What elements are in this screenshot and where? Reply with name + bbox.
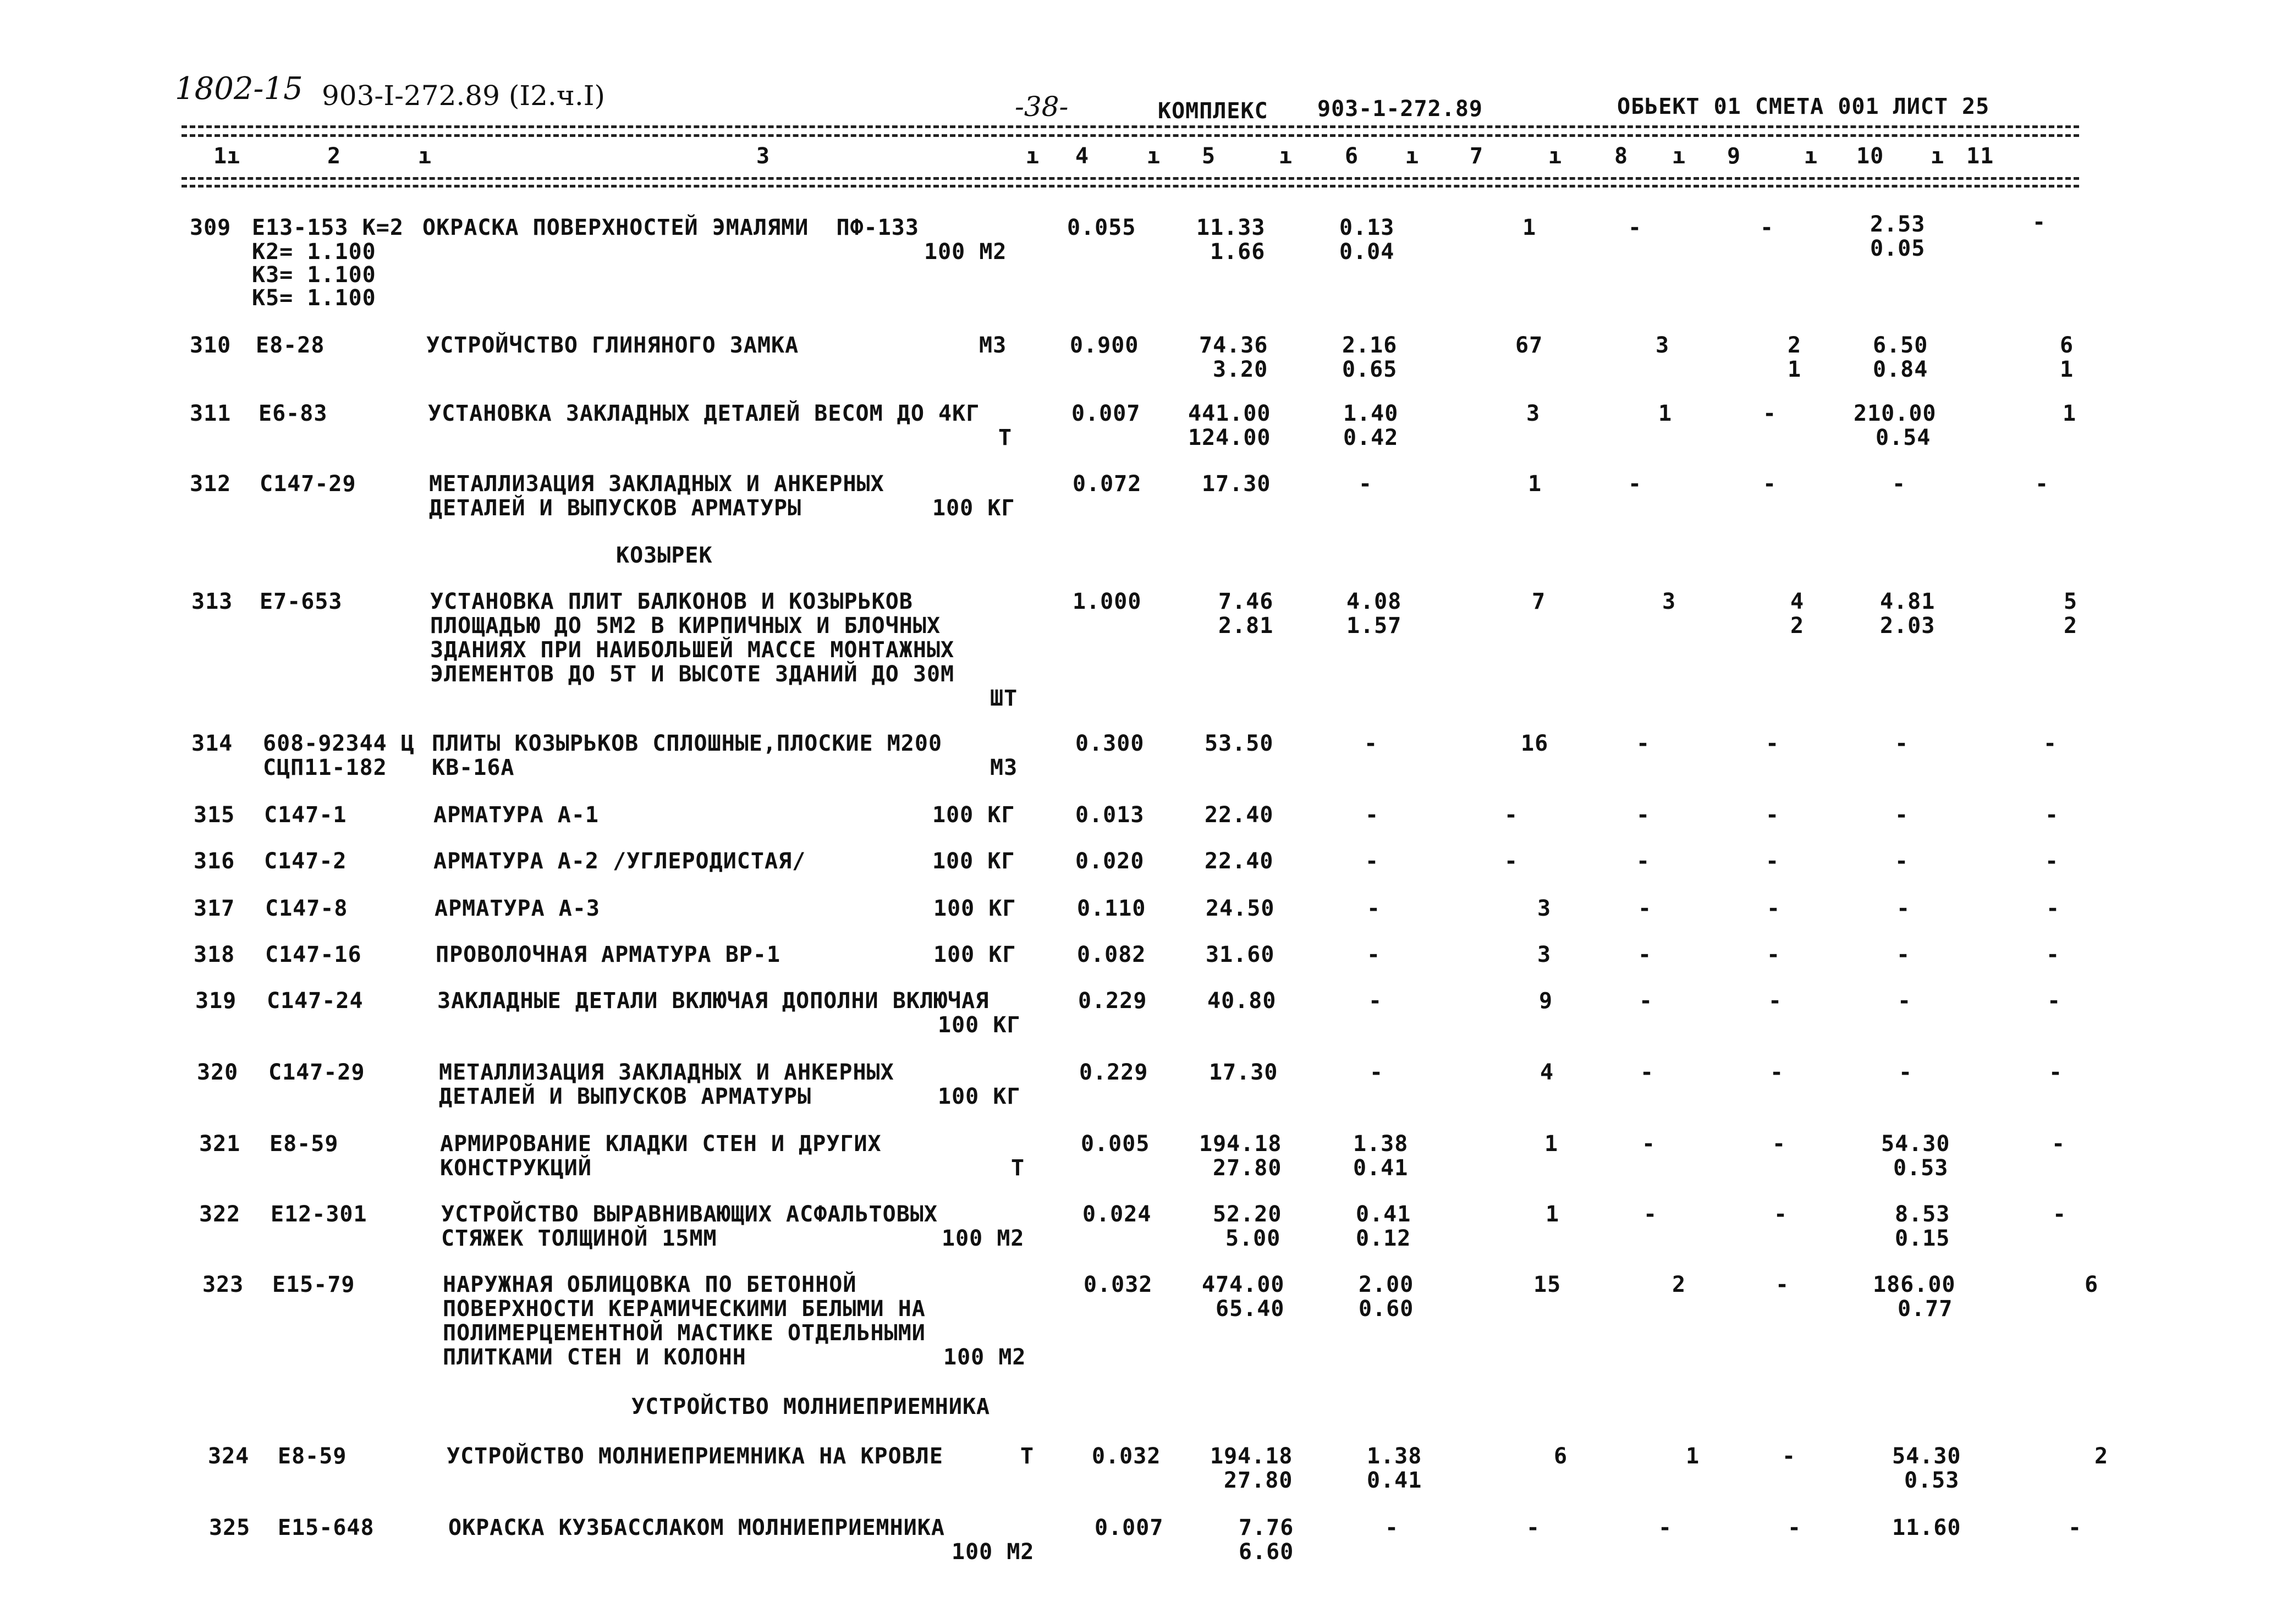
col-divider: ı bbox=[418, 144, 432, 169]
row-number: 315 bbox=[194, 802, 235, 828]
col-10-value: - bbox=[1895, 731, 1909, 756]
row-number: 320 bbox=[197, 1060, 239, 1085]
unit-cost: 11.33 bbox=[1196, 215, 1266, 240]
unit: Т bbox=[998, 425, 1013, 450]
col-10-value: 11.60 bbox=[1892, 1515, 1961, 1540]
col-head-2: 2 bbox=[327, 144, 342, 169]
col-6-value: - bbox=[1367, 896, 1381, 921]
unit: 100 М2 bbox=[942, 1226, 1025, 1251]
unit-cost: 7.46 bbox=[1218, 589, 1274, 614]
col-6-value: 1.38 bbox=[1353, 1131, 1409, 1157]
col-10-value: 8.53 bbox=[1895, 1202, 1950, 1227]
quantity: 0.007 bbox=[1095, 1515, 1164, 1540]
row-number: 316 bbox=[194, 849, 235, 874]
col-10-sub-value: 0.53 bbox=[1893, 1155, 1949, 1181]
col-head-10: 10 bbox=[1856, 144, 1884, 169]
unit-cost: 40.80 bbox=[1207, 988, 1277, 1014]
col-8-value: 1 bbox=[1686, 1444, 1700, 1469]
col-10-value: 54.30 bbox=[1892, 1444, 1961, 1469]
work-description-line: ДЕТАЛЕЙ И ВЫПУСКОВ АРМАТУРЫ bbox=[439, 1084, 812, 1109]
quantity: 0.072 bbox=[1073, 471, 1142, 497]
col-8-value: - bbox=[1658, 1515, 1673, 1540]
unit-cost: 474.00 bbox=[1202, 1272, 1285, 1297]
unit-cost-wages: 3.20 bbox=[1213, 357, 1268, 382]
work-description: ОКРАСКА ПОВЕРХНОСТЕЙ ЭМАЛЯМИ ПФ-133 bbox=[422, 215, 919, 240]
col-head-9: 9 bbox=[1727, 144, 1741, 169]
col-8-value: - bbox=[1638, 942, 1652, 967]
col-9-value: - bbox=[1772, 1131, 1786, 1157]
unit: ШТ bbox=[990, 686, 1018, 711]
col-10-value: 186.00 bbox=[1873, 1272, 1956, 1297]
unit: 100 М2 bbox=[943, 1345, 1026, 1370]
row-number: 318 bbox=[194, 942, 235, 967]
col-8-value: - bbox=[1642, 1131, 1656, 1157]
work-description: НАРУЖНАЯ ОБЛИЦОВКА ПО БЕТОННОЙ bbox=[443, 1272, 857, 1297]
unit-cost: 24.50 bbox=[1206, 896, 1275, 921]
col-7-value: 3 bbox=[1526, 401, 1541, 426]
row-number: 309 bbox=[190, 215, 232, 240]
col-8-value: - bbox=[1639, 988, 1653, 1014]
col-8-value: - bbox=[1643, 1202, 1658, 1227]
row-number: 314 bbox=[191, 731, 233, 756]
work-description: АРМАТУРА А-3 bbox=[435, 896, 600, 921]
col-7-value: - bbox=[1526, 1515, 1541, 1540]
col-6-value: - bbox=[1367, 942, 1381, 967]
col-9-value: - bbox=[1767, 942, 1781, 967]
col-9-value: - bbox=[1767, 896, 1781, 921]
col-6-value: - bbox=[1385, 1515, 1399, 1540]
col-head-5: 5 bbox=[1202, 144, 1216, 169]
rate-code: Е13-153 К=2 bbox=[252, 215, 404, 240]
col-9-value: 2 bbox=[1788, 333, 1802, 358]
unit: 100 КГ bbox=[932, 496, 1015, 521]
unit-cost: 7.76 bbox=[1239, 1515, 1294, 1540]
col-7-value: 1 bbox=[1544, 1131, 1559, 1157]
rate-code: С147-29 bbox=[260, 471, 356, 497]
rate-code-extra: СЦП11-182 bbox=[263, 755, 387, 780]
col-head-8: 8 bbox=[1614, 144, 1629, 169]
col-6-value: - bbox=[1368, 988, 1383, 1014]
row-number: 324 bbox=[208, 1444, 250, 1469]
work-description-line: КОНСТРУКЦИЙ bbox=[440, 1155, 592, 1181]
col-divider: ı bbox=[1026, 144, 1040, 169]
col-10-sub-value: 2.03 bbox=[1880, 613, 1936, 638]
unit: Т bbox=[1020, 1444, 1035, 1469]
col-head-3: 3 bbox=[756, 144, 771, 169]
unit: М3 bbox=[990, 755, 1018, 780]
header-rule-bottom-2 bbox=[182, 185, 2079, 188]
col-6-sub-value: 0.60 bbox=[1359, 1296, 1414, 1322]
col-11-sub-value: 1 bbox=[2060, 357, 2074, 382]
col-6-sub-value: 0.04 bbox=[1339, 239, 1395, 265]
col-7-value: 1 bbox=[1528, 471, 1542, 497]
col-10-value: - bbox=[1899, 1060, 1913, 1085]
col-6-value: 0.13 bbox=[1339, 215, 1395, 240]
row-number: 325 bbox=[209, 1515, 251, 1540]
col-10-value: 210.00 bbox=[1854, 401, 1937, 426]
rate-code: Е7-653 bbox=[260, 589, 343, 614]
col-8-value: 2 bbox=[1672, 1272, 1686, 1297]
col-6-value: 1.40 bbox=[1343, 401, 1399, 426]
col-divider: ı bbox=[1279, 144, 1293, 169]
col-11-value: - bbox=[2053, 1202, 2067, 1227]
rate-code: Е8-28 bbox=[256, 333, 325, 358]
unit-cost-wages: 1.66 bbox=[1210, 239, 1266, 265]
quantity: 0.032 bbox=[1092, 1444, 1161, 1469]
col-11-value: 6 bbox=[2060, 333, 2074, 358]
col-10-value: - bbox=[1895, 802, 1909, 828]
col-9-value: - bbox=[1763, 401, 1777, 426]
quantity: 0.300 bbox=[1075, 731, 1145, 756]
col-head-6: 6 bbox=[1345, 144, 1359, 169]
rate-code: С147-29 bbox=[268, 1060, 365, 1085]
quantity: 0.229 bbox=[1078, 988, 1147, 1014]
unit-cost: 52.20 bbox=[1213, 1202, 1282, 1227]
col-6-sub-value: 0.65 bbox=[1342, 357, 1398, 382]
col-11-value: - bbox=[2046, 896, 2060, 921]
col-8-value: 3 bbox=[1656, 333, 1670, 358]
rate-code: Е8-59 bbox=[270, 1131, 339, 1157]
row-number: 319 bbox=[195, 988, 237, 1014]
col-10-sub-value: 0.77 bbox=[1898, 1296, 1953, 1322]
quantity: 0.032 bbox=[1084, 1272, 1153, 1297]
work-description: УСТРОЙСТВО ВЫРАВНИВАЮЩИХ АСФАЛЬТОВЫХ bbox=[441, 1202, 938, 1227]
quantity: 0.229 bbox=[1079, 1060, 1148, 1085]
col-10-sub-value: 0.53 bbox=[1904, 1468, 1960, 1493]
col-11-value: - bbox=[2035, 471, 2049, 497]
rate-code: С147-2 bbox=[264, 849, 347, 874]
col-11-value: - bbox=[2046, 942, 2060, 967]
col-10-value: 54.30 bbox=[1881, 1131, 1950, 1157]
col-7-value: - bbox=[1504, 849, 1519, 874]
col-11-value: - bbox=[2049, 1060, 2063, 1085]
col-6-value: 4.08 bbox=[1346, 589, 1402, 614]
col-8-value: - bbox=[1636, 802, 1651, 828]
unit-cost: 194.18 bbox=[1210, 1444, 1293, 1469]
col-8-value: - bbox=[1638, 896, 1652, 921]
col-10-value: 4.81 bbox=[1880, 589, 1936, 614]
unit-cost: 53.50 bbox=[1205, 731, 1274, 756]
col-11-value: - bbox=[2047, 988, 2061, 1014]
col-9-value: - bbox=[1766, 731, 1780, 756]
quantity: 1.000 bbox=[1073, 589, 1142, 614]
row-number: 317 bbox=[194, 896, 235, 921]
unit: Т bbox=[1011, 1155, 1025, 1181]
col-11-sub-value: 2 bbox=[2064, 613, 2078, 638]
page-number: -38- bbox=[1015, 91, 1069, 123]
coefficient: К5= 1.100 bbox=[252, 285, 376, 311]
col-10-value: 6.50 bbox=[1873, 333, 1928, 358]
work-description: АРМИРОВАНИЕ КЛАДКИ СТЕН И ДРУГИХ bbox=[440, 1131, 882, 1157]
work-description-line: ПОЛИМЕРЦЕМЕНТНОЙ МАСТИКЕ ОТДЕЛЬНЫМИ bbox=[443, 1320, 926, 1346]
col-8-value: - bbox=[1636, 849, 1651, 874]
work-description-line: ПОВЕРХНОСТИ КЕРАМИЧЕСКИМИ БЕЛЫМИ НА bbox=[443, 1296, 926, 1322]
col-11-value: 1 bbox=[2063, 401, 2077, 426]
unit: 100 КГ bbox=[933, 896, 1016, 921]
col-divider: ı bbox=[1931, 144, 1945, 169]
col-8-value: 3 bbox=[1662, 589, 1676, 614]
complex-code: 903-1-272.89 bbox=[1317, 96, 1483, 122]
rate-code: Е12-301 bbox=[271, 1202, 367, 1227]
col-7-value: 6 bbox=[1554, 1444, 1568, 1469]
unit: 100 М2 bbox=[952, 1539, 1035, 1565]
unit-cost: 22.40 bbox=[1205, 849, 1274, 874]
col-6-sub-value: 1.57 bbox=[1346, 613, 1402, 638]
col-9-sub-value: 2 bbox=[1790, 613, 1805, 638]
col-8-value: - bbox=[1628, 471, 1642, 497]
col-9-value: - bbox=[1763, 471, 1777, 497]
unit-cost-wages: 2.81 bbox=[1218, 613, 1274, 638]
work-description: МЕТАЛЛИЗАЦИЯ ЗАКЛАДНЫХ И АНКЕРНЫХ bbox=[439, 1060, 894, 1085]
col-9-value: - bbox=[1775, 1272, 1790, 1297]
row-number: 323 bbox=[202, 1272, 244, 1297]
row-number: 313 bbox=[191, 589, 233, 614]
section-heading: КОЗЫРЕК bbox=[616, 543, 713, 568]
col-7-value: 15 bbox=[1533, 1272, 1562, 1297]
unit-cost-wages: 6.60 bbox=[1239, 1539, 1294, 1565]
col-7-value: 67 bbox=[1515, 333, 1543, 358]
col-11-value: 6 bbox=[2085, 1272, 2099, 1297]
col-9-value: - bbox=[1766, 802, 1780, 828]
col-10-value: 2.53 bbox=[1870, 212, 1926, 237]
work-description: УСТРОЙЧСТВО ГЛИНЯНОГО ЗАМКА bbox=[426, 333, 799, 358]
quantity: 0.007 bbox=[1071, 401, 1141, 426]
unit-cost: 194.18 bbox=[1199, 1131, 1282, 1157]
col-7-value: 3 bbox=[1537, 896, 1552, 921]
unit-cost: 17.30 bbox=[1202, 471, 1271, 497]
header-rule-top-2 bbox=[182, 134, 2079, 137]
unit-cost-wages: 27.80 bbox=[1213, 1155, 1282, 1181]
work-description: АРМАТУРА А-1 bbox=[433, 802, 599, 828]
work-description: МЕТАЛЛИЗАЦИЯ ЗАКЛАДНЫХ И АНКЕРНЫХ bbox=[429, 471, 884, 497]
col-8-value: 1 bbox=[1658, 401, 1673, 426]
col-6-value: - bbox=[1365, 802, 1379, 828]
row-number: 322 bbox=[199, 1202, 241, 1227]
work-description: ПЛИТЫ КОЗЫРЬКОВ СПЛОШНЫЕ,ПЛОСКИЕ М200 bbox=[432, 731, 943, 756]
col-9-value: - bbox=[1766, 849, 1780, 874]
header-rule-top bbox=[182, 125, 2079, 128]
rate-code: С147-1 bbox=[264, 802, 347, 828]
col-9-value: 4 bbox=[1790, 589, 1805, 614]
rate-code: Е6-83 bbox=[259, 401, 328, 426]
row-number: 310 bbox=[190, 333, 232, 358]
unit-cost-wages: 5.00 bbox=[1225, 1226, 1281, 1251]
col-6-value: - bbox=[1365, 849, 1379, 874]
quantity: 0.013 bbox=[1075, 802, 1145, 828]
col-6-sub-value: 0.41 bbox=[1353, 1155, 1409, 1181]
col-7-value: 7 bbox=[1532, 589, 1546, 614]
rate-code: Е8-59 bbox=[278, 1444, 347, 1469]
col-10-value: - bbox=[1896, 896, 1911, 921]
col-9-value: - bbox=[1770, 1060, 1784, 1085]
col-10-sub-value: 0.54 bbox=[1876, 425, 1931, 450]
col-divider: ı bbox=[1147, 144, 1161, 169]
work-description-line: СТЯЖЕК ТОЛЩИНОЙ 15ММ bbox=[441, 1226, 717, 1251]
col-11-value: 5 bbox=[2064, 589, 2078, 614]
work-description: УСТРОЙСТВО МОЛНИЕПРИЕМНИКА НА КРОВЛЕ bbox=[447, 1444, 943, 1469]
work-description: ПРОВОЛОЧНАЯ АРМАТУРА ВР-1 bbox=[436, 942, 781, 967]
unit-cost: 17.30 bbox=[1209, 1060, 1278, 1085]
col-7-value: - bbox=[1504, 802, 1519, 828]
row-number: 311 bbox=[190, 401, 232, 426]
quantity: 0.900 bbox=[1070, 333, 1139, 358]
col-11-value: - bbox=[2043, 731, 2058, 756]
coefficient: К2= 1.100 bbox=[252, 239, 376, 265]
col-10-value: - bbox=[1895, 849, 1909, 874]
rate-code: С147-16 bbox=[265, 942, 362, 967]
unit: 100 КГ bbox=[933, 942, 1016, 967]
quantity: 0.082 bbox=[1077, 942, 1146, 967]
col-7-value: 16 bbox=[1521, 731, 1549, 756]
col-10-value: - bbox=[1892, 471, 1906, 497]
rate-code: 608-92344 Ц bbox=[263, 731, 415, 756]
unit: 100 М2 bbox=[924, 239, 1007, 265]
col-divider: ı bbox=[1405, 144, 1420, 169]
unit: 100 КГ bbox=[932, 849, 1015, 874]
col-8-value: - bbox=[1640, 1060, 1654, 1085]
unit: 100 КГ bbox=[932, 802, 1015, 828]
col-head-1: 1 bbox=[213, 144, 228, 169]
work-description-line: КВ-16А bbox=[432, 755, 515, 780]
col-6-sub-value: 0.12 bbox=[1356, 1226, 1411, 1251]
unit-cost: 22.40 bbox=[1205, 802, 1274, 828]
quantity: 0.005 bbox=[1081, 1131, 1150, 1157]
col-head-4: 4 bbox=[1075, 144, 1090, 169]
col-10-sub-value: 0.05 bbox=[1870, 236, 1926, 261]
quantity: 0.055 bbox=[1067, 215, 1136, 240]
section-heading: УСТРОЙСТВО МОЛНИЕПРИЕМНИКА bbox=[631, 1394, 991, 1419]
unit-cost-wages: 65.40 bbox=[1216, 1296, 1285, 1322]
col-6-value: 2.00 bbox=[1359, 1272, 1414, 1297]
col-divider: ı bbox=[1672, 144, 1686, 169]
work-description: АРМАТУРА А-2 /УГЛЕРОДИСТАЯ/ bbox=[433, 849, 806, 874]
col-divider: ı bbox=[1804, 144, 1818, 169]
col-6-value: - bbox=[1370, 1060, 1384, 1085]
object-estimate-sheet-info: ОБЬЕКТ 01 СМЕТА 001 ЛИСТ 25 bbox=[1617, 94, 1990, 119]
coefficient: К3= 1.100 bbox=[252, 262, 376, 288]
col-11-value: 2 bbox=[2094, 1444, 2109, 1469]
unit-cost: 441.00 bbox=[1188, 401, 1271, 426]
unit-cost-wages: 27.80 bbox=[1224, 1468, 1293, 1493]
quantity: 0.020 bbox=[1075, 849, 1145, 874]
rate-code: С147-8 bbox=[265, 896, 348, 921]
handwritten-reference: 1802-15 bbox=[175, 71, 303, 107]
col-9-value: - bbox=[1768, 988, 1783, 1014]
col-6-value: - bbox=[1364, 731, 1378, 756]
col-10-value: - bbox=[1898, 988, 1912, 1014]
col-7-value: 1 bbox=[1522, 215, 1537, 240]
row-number: 312 bbox=[190, 471, 232, 497]
col-11-value: - bbox=[2052, 1131, 2066, 1157]
unit-cost-wages: 124.00 bbox=[1188, 425, 1271, 450]
col-10-sub-value: 0.84 bbox=[1873, 357, 1928, 382]
col-7-value: 1 bbox=[1546, 1202, 1560, 1227]
quantity: 0.024 bbox=[1082, 1202, 1152, 1227]
col-11-value: - bbox=[2032, 210, 2047, 235]
document-code: 903-I-272.89 (I2.ч.I) bbox=[322, 80, 605, 112]
work-description: ОКРАСКА КУЗБАССЛАКОМ МОЛНИЕПРИЕМНИКА bbox=[448, 1515, 945, 1540]
col-10-value: - bbox=[1896, 942, 1911, 967]
col-6-value: 2.16 bbox=[1342, 333, 1398, 358]
col-head-7: 7 bbox=[1470, 144, 1484, 169]
row-number: 321 bbox=[199, 1131, 241, 1157]
unit-cost: 31.60 bbox=[1206, 942, 1275, 967]
rate-code: Е15-79 bbox=[272, 1272, 355, 1297]
unit-cost: 74.36 bbox=[1199, 333, 1268, 358]
col-10-sub-value: 0.15 bbox=[1895, 1226, 1950, 1251]
unit: 100 КГ bbox=[938, 1012, 1021, 1038]
col-9-value: - bbox=[1788, 1515, 1802, 1540]
work-description-line: ПЛИТКАМИ СТЕН И КОЛОНН bbox=[443, 1345, 746, 1370]
col-divider: ı bbox=[227, 144, 241, 169]
work-description: УСТАНОВКА ПЛИТ БАЛКОНОВ И КОЗЫРЬКОВ bbox=[430, 589, 913, 614]
col-7-value: 4 bbox=[1540, 1060, 1554, 1085]
work-description-line: ЗДАНИЯХ ПРИ НАИБОЛЬШЕЙ МАССЕ МОНТАЖНЫХ bbox=[430, 637, 955, 663]
col-6-sub-value: 0.41 bbox=[1367, 1468, 1422, 1493]
col-6-value: 0.41 bbox=[1356, 1202, 1411, 1227]
col-8-value: - bbox=[1628, 215, 1642, 240]
col-8-value: - bbox=[1636, 731, 1651, 756]
quantity: 0.110 bbox=[1077, 896, 1146, 921]
col-11-value: - bbox=[2045, 802, 2059, 828]
col-6-value: - bbox=[1359, 471, 1373, 497]
col-divider: ı bbox=[1548, 144, 1563, 169]
col-9-value: - bbox=[1782, 1444, 1796, 1469]
work-description: УСТАНОВКА ЗАКЛАДНЫХ ДЕТАЛЕЙ ВЕСОМ ДО 4КГ bbox=[428, 401, 980, 426]
col-9-value: - bbox=[1774, 1202, 1788, 1227]
col-6-value: 1.38 bbox=[1367, 1444, 1422, 1469]
header-rule-bottom bbox=[182, 177, 2079, 180]
work-description: ЗАКЛАДНЫЕ ДЕТАЛИ ВКЛЮЧАЯ ДОПОЛНИ ВКЛЮЧАЯ bbox=[437, 988, 989, 1014]
col-6-sub-value: 0.42 bbox=[1343, 425, 1399, 450]
rate-code: Е15-648 bbox=[278, 1515, 375, 1540]
rate-code: С147-24 bbox=[267, 988, 364, 1014]
col-7-value: 3 bbox=[1537, 942, 1552, 967]
unit: 100 КГ bbox=[938, 1084, 1021, 1109]
col-9-sub-value: 1 bbox=[1788, 357, 1802, 382]
col-11-value: - bbox=[2068, 1515, 2082, 1540]
complex-label: КОМПЛЕКС bbox=[1158, 98, 1268, 124]
work-description-line: ДЕТАЛЕЙ И ВЫПУСКОВ АРМАТУРЫ bbox=[429, 496, 802, 521]
work-description-line: ЭЛЕМЕНТОВ ДО 5Т И ВЫСОТЕ ЗДАНИЙ ДО 30М bbox=[430, 662, 955, 687]
col-head-11: 11 bbox=[1966, 144, 1994, 169]
work-description-line: ПЛОЩАДЬЮ ДО 5М2 В КИРПИЧНЫХ И БЛОЧНЫХ bbox=[430, 613, 941, 638]
unit: М3 bbox=[979, 333, 1007, 358]
col-7-value: 9 bbox=[1539, 988, 1553, 1014]
col-11-value: - bbox=[2045, 849, 2059, 874]
col-9-value: - bbox=[1760, 215, 1774, 240]
